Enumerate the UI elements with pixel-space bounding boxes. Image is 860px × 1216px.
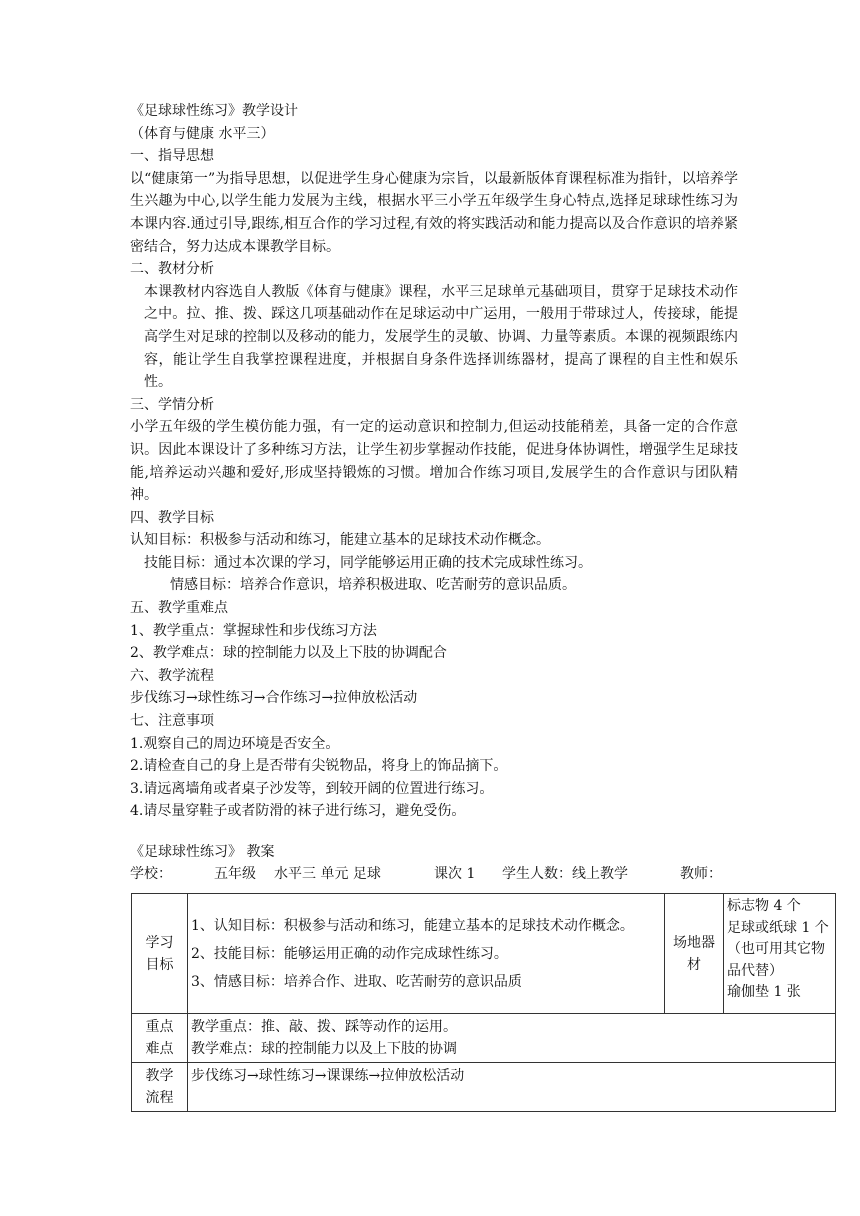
table-cell-flow: 步伐练习→球性练习→课课练→拉伸放松活动 [188,1063,836,1112]
table-row-flow [132,1063,836,1112]
table-header-key-difficult: 重点 难点 [132,1014,188,1063]
section-heading-notes: 七、注意事项 [130,713,214,730]
table-row-goals [132,894,836,1014]
table-header-venue: 场地器 材 [665,894,724,1014]
table-cell-equipment: 标志物 4 个 足球或纸球 1 个 （也可用其它物 品代替） 瑜伽垫 1 张 [724,894,836,1014]
section-text-guiding-thought: 以“健康第一”为指导思想，以促进学生身心健康为宗旨，以最新版体育课程标准为指针，以培养学生兴趣为中心,以学生能力发展为主线，根据水平三小学五年级学生身心特点,选择足球球性练习为本课内容.通过引导,跟练,相互合作的学习过程,有效的将实践活动和能力提高以及合作意识的培养紧密结合，努力达成本课教学目标。 [130,170,738,255]
section-heading-guiding-thought: 一、指导思想 [130,148,214,165]
table-cell-goals [188,894,665,1014]
section-heading-teaching-goals: 四、教学目标 [130,509,214,526]
info-level-unit: 水平三 单元 足球 [274,865,381,882]
section-text-student-analysis: 小学五年级的学生模仿能力强，有一定的运动意识和控制力,但运动技能稍差，具备一定的合作意识。因此本课设计了多种练习方法，让学生初步掌握动作技能，促进身体协调性，增强学生足球技能,培养运动兴趣和爱好,形成坚持锻炼的习惯。增加合作练习项目,发展学生的合作意识与团队精神。 [130,419,738,504]
note-item: 3.请远离墙角或者桌子沙发等，到较开阔的位置进行练习。 [130,780,494,797]
info-school: 学校： [130,865,172,882]
section-heading-material-analysis: 二、教材分析 [130,261,214,278]
key-point-item: 1、教学重点：掌握球性和步伐练习方法 [130,622,377,639]
table-key-point: 教学重点：推、敲、拨、踩等动作的运用。 [191,1019,457,1035]
note-item: 2.请检查自己的身上是否带有尖锐物品，将身上的饰品摘下。 [130,758,508,775]
lesson-plan-table [131,893,836,1112]
section-heading-student-analysis: 三、学情分析 [130,396,214,413]
difficult-point-item: 2、教学难点：球的控制能力以及上下肢的协调配合 [130,645,447,662]
teaching-flow-text: 步伐练习→球性练习→合作练习→拉伸放松活动 [130,690,418,707]
document-subtitle: （体育与健康 水平三） [130,125,275,142]
table-header-flow: 教学 流程 [132,1063,188,1112]
info-student-count: 学生人数：线上教学 [502,865,628,882]
table-header-goals: 学习 目标 [132,894,188,1014]
section-heading-key-points: 五、教学重难点 [130,600,228,617]
table-cell-key-difficult [188,1014,836,1063]
info-lesson-number: 课次 1 [434,865,476,882]
table-difficult-point: 教学难点：球的控制能力以及上下肢的协调 [191,1041,457,1057]
goal-skill: 技能目标：通过本次课的学习，同学能够运用正确的技术完成球性练习。 [144,554,592,571]
note-item: 4.请尽量穿鞋子或者防滑的袜子进行练习，避免受伤。 [130,803,466,820]
info-grade: 五年级 [214,865,256,882]
goal-cognitive: 认知目标：积极参与活动和练习，能建立基本的足球技术动作概念。 [130,532,550,549]
goal-emotion: 情感目标：培养合作意识，培养积极进取、吃苦耐劳的意识品质。 [170,577,576,594]
document-title: 《足球球性练习》教学设计 [130,103,298,119]
section-heading-teaching-flow: 六、教学流程 [130,667,214,684]
table-row-key-difficult [132,1014,836,1063]
note-item: 1.观察自己的周边环境是否安全。 [130,735,340,752]
table-goal-skill: 2、技能目标：能够运用正确的动作完成球性练习。 [191,945,508,962]
section-text-material-analysis: 本课教材内容选自人教版《体育与健康》课程，水平三足球单元基础项目，贯穿于足球技术动作之中。拉、推、拨、踩这几项基础动作在足球运动中广运用，一般用于带球过人，传接球，能提高学生对足球的控制以及移动的能力，发展学生的灵敏、协调、力量等素质。本课的视频跟练内容，能让学生自我掌控课程进度，并根据自身条件选择训练器材，提高了课程的自主性和娱乐性。 [144,283,738,391]
teaching-design-document [130,100,738,884]
lesson-plan-info-row [130,864,738,884]
table-goal-cognitive: 1、认知目标：积极参与活动和练习，能建立基本的足球技术动作概念。 [191,917,634,934]
lesson-plan-title: 《足球球性练习》 教案 [130,844,275,860]
info-teacher: 教师： [680,865,722,882]
table-goal-emotion: 3、情感目标：培养合作、进取、吃苦耐劳的意识品质 [191,973,522,990]
